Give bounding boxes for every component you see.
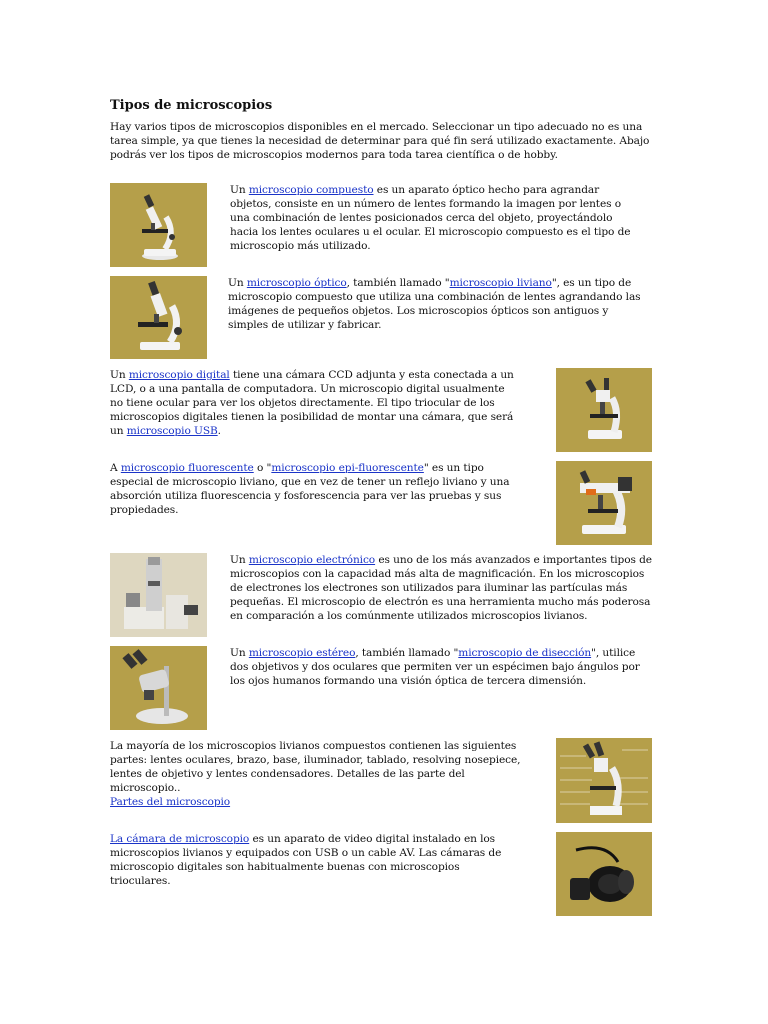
microscope-camera-icon [556, 832, 652, 916]
compound-pre: Un [230, 184, 249, 196]
digital-paragraph [110, 369, 520, 439]
link-camara-de-microscopio[interactable]: La cámara de microscopio [110, 833, 250, 845]
camera-paragraph [110, 833, 504, 889]
link-microscopio-electronico[interactable]: microscopio electrónico [248, 554, 376, 566]
compound-paragraph [230, 184, 642, 254]
electron-post: es uno de los más avanzados e importantes tipos de microscopios con la capacidad más alta de magnificación. En los microscopios de electrones los electrones son utilizados para iluminar las partículas más pequeñas. El microscopio de electrón es una herramienta mucho más poderosa en comparación a los comúnmente utilizados microscopios livianos. [230, 554, 652, 622]
fluorescent-post: " es un tipo especial de microscopio liviano, que en vez de tener un reflejo liviano y una absorción utiliza fluorescencia y fosforescencia para ver las pruebas y sus propiedades. [110, 462, 510, 516]
link-microscopio-digital[interactable]: microscopio digital [128, 369, 230, 381]
optical-paragraph [228, 277, 648, 333]
stereo-post: ", utilice dos objetivos y dos oculares que permiten ver un espécimen bajo ángulos por los ojos humanos formando una visión óptica de tercera dimensión. [230, 647, 640, 687]
microscope-parts-diagram-icon [556, 738, 652, 823]
intro-paragraph: Hay varios tipos de microscopios disponibles en el mercado. Seleccionar un tipo adecuado no es una tarea simple, ya que tienes la necesidad de determinar para qué fin será utilizado exactamente. Abajo podrás ver los tipos de microscopios modernos para toda tarea científica o de hobby. [110, 121, 650, 161]
page-title: Tipos de microscopios [110, 98, 273, 113]
camera-post: es un aparato de video digital instalado en los microscopios livianos y equipados con USB o un cable AV. Las cámaras de microscopio digitales son habitualmente buenas con microscopios trioculares. [110, 833, 502, 887]
link-microscopio-diseccion[interactable]: microscopio de disección [458, 647, 592, 659]
electron-microscope-image [110, 553, 207, 637]
stereo-paragraph [230, 647, 654, 689]
digital-microscope-icon [556, 368, 652, 452]
optical-mid: , también llamado " [346, 277, 450, 289]
electron-microscope-icon [110, 553, 207, 637]
fluorescent-pre: A [110, 462, 121, 474]
optical-microscope-image [110, 276, 207, 359]
stereo-mid: , también llamado " [355, 647, 459, 659]
fluorescent-mid: o " [253, 462, 272, 474]
compound-microscope-image [110, 183, 207, 267]
link-microscopio-compuesto[interactable]: microscopio compuesto [248, 184, 374, 196]
stereo-pre: Un [230, 647, 249, 659]
parts-text: La mayoría de los microscopios livianos compuestos contienen las siguientes partes: lentes oculares, brazo, base, iluminador, tablado, resolving nosepiece, lentes de objetivo y lentes condensadores. Detalles de las parte del microscopio.. [110, 740, 521, 794]
optical-microscope-icon [110, 276, 207, 359]
optical-post: ", es un tipo de microscopio compuesto que utiliza una combinación de lentes agrandando las imágenes de pequeños objetos. Los microscopios ópticos son antiguos y simples de utilizar y fabricar. [228, 277, 641, 331]
fluorescent-paragraph [110, 462, 526, 518]
fluorescent-microscope-icon [556, 461, 652, 545]
link-microscopio-optico[interactable]: microscopio óptico [246, 277, 347, 289]
link-microscopio-epi-fluorescente[interactable]: microscopio epi-fluorescente [271, 462, 424, 474]
fluorescent-microscope-image [556, 461, 652, 545]
microscope-camera-image [556, 832, 652, 916]
link-microscopio-estereo[interactable]: microscopio estéreo [248, 647, 356, 659]
link-microscopio-liviano[interactable]: microscopio liviano [449, 277, 552, 289]
compound-microscope-icon [110, 183, 207, 267]
stereo-microscope-icon [110, 646, 207, 730]
optical-pre: Un [228, 277, 247, 289]
compound-post: es un aparato óptico hecho para agrandar objetos, consiste en un número de lentes formando la imagen por lentes o una combinación de lentes posicionados cerca del objeto, proyectándolo hacia los lentes oculares u el ocular. El microscopio compuesto es el tipo de microscopio más utilizado. [230, 184, 631, 252]
electron-paragraph [230, 554, 656, 624]
digital-end: . [217, 424, 221, 437]
link-microscopio-fluorescente[interactable]: microscopio fluorescente [120, 462, 254, 474]
link-microscopio-usb[interactable]: microscopio USB [126, 424, 218, 437]
electron-pre: Un [230, 554, 249, 566]
parts-paragraph [110, 740, 530, 810]
digital-post: tiene una cámara CCD adjunta y esta conectada a un LCD, o a una pantalla de computadora. Un microscopio digital usualmente no tiene ocular para ver los objetos directamente. El tipo triocular de los microscopios digitales tienen la posibilidad de montar una cámara, que será un [110, 369, 514, 437]
digital-pre: Un [110, 369, 129, 381]
link-partes-del-microscopio[interactable]: Partes del microscopio [110, 795, 231, 808]
digital-microscope-image [556, 368, 652, 452]
microscope-parts-image [556, 738, 652, 823]
stereo-microscope-image [110, 646, 207, 730]
